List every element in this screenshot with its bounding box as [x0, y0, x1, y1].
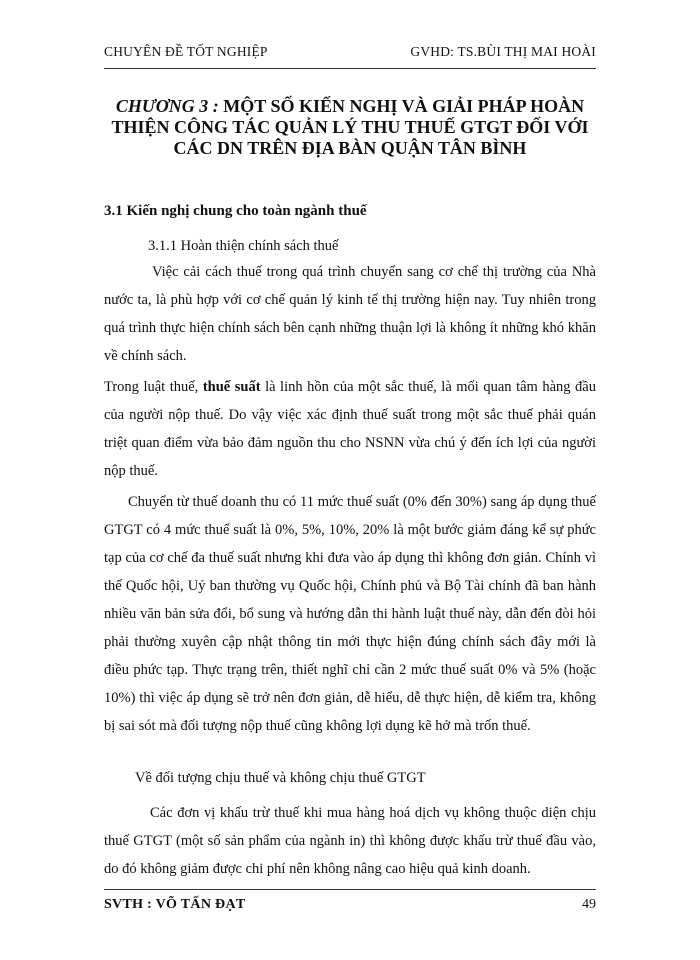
- paragraph-4: Các đơn vị khấu trừ thuế khi mua hàng hoá dịch vụ không thuộc diện chịu thuế GTGT (một số sản phẩm của ngành in) thì không được khấu trừ thuế đầu vào, do đó không giảm được chi phí nên không nâng cao hiệu quả kinh doanh.: [104, 805, 596, 877]
- paragraph-1: Việc cải cách thuế trong quá trình chuyển sang cơ chế thị trường của Nhà nước ta, là phù hợp với cơ chế quản lý kinh tế thị trường hiện nay. Tuy nhiên trong quá trình thực hiện chính sách bên cạnh những thuận lợi là không ít những khó khăn về chính sách.: [104, 264, 596, 364]
- chapter-label: CHƯƠNG 3 :: [115, 96, 219, 116]
- chapter-heading-text: MỘT SỐ KIẾN NGHỊ VÀ GIẢI PHÁP HOÀN THIỆN CÔNG TÁC QUẢN LÝ THU THUẾ GTGT ĐỐI VỚI CÁC DN TRÊN ĐỊA BÀN QUẬN TÂN BÌNH: [111, 96, 589, 158]
- paragraph-2-start: Trong luật thuế,: [104, 379, 203, 395]
- paragraph-3: Chuyển từ thuế doanh thu có 11 mức thuế suất (0% đến 30%) sang áp dụng thuế GTGT có 4 mức thuế suất là 0%, 5%, 10%, 20% là một bước giảm đáng kể sự phức tạp của cơ chế đa thuế suất nhưng khi đưa vào áp dụng thì không đơn giản. Chính vì thế Quốc hội, Uỷ ban thường vụ Quốc hội, Chính phủ và Bộ Tài chính đã ban hành nhiều văn bản sửa đổi, bổ sung và hướng dẫn thi hành luật thuế này, dẫn đến đòi hỏi phải thường xuyên cập nhật thông tin mới thực hiện đúng chính sách đây mới là điều phức tạp. Thực trạng trên, thiết nghĩ chỉ cần 2 mức thuế suất 0% và 5% (hoặc 10%) thì việc áp dụng sẽ trở nên đơn giản, dễ hiểu, dễ thực hiện, dễ kiểm tra, không bị sai sót mà đối tượng nộp thuế cũng không lợi dụng kẽ hở mà trốn thuế.: [104, 494, 596, 734]
- section-heading: 3.1 Kiến nghị chung cho toàn ngành thuế: [104, 203, 367, 219]
- header-divider: [104, 68, 596, 69]
- header-advisor: GVHD: TS.BÙI THỊ MAI HOÀI: [410, 44, 596, 59]
- paragraph-2-bold-term: thuế suất: [202, 379, 261, 395]
- paragraph-2: [104, 373, 596, 485]
- chapter-title: [104, 96, 596, 159]
- paragraph-2-rest: là linh hồn của một sắc thuế, là mối quan tâm hàng đầu của người nộp thuế. Do vậy việc xác định thuế suất trong một sắc thuế phải quán triệt quan điểm vừa bảo đảm nguồn thu cho NSNN vừa chú ý đến ích lợi của người nộp thuế.: [104, 379, 596, 479]
- page-number: 49: [582, 897, 596, 912]
- page-header: [104, 44, 596, 68]
- subsection-heading-2: Về đối tượng chịu thuế và không chịu thuế GTGT: [135, 770, 426, 786]
- page-footer: [104, 897, 596, 921]
- footer-student: SVTH : VÕ TẤN ĐẠT: [104, 897, 246, 912]
- subsection-heading: 3.1.1 Hoàn thiện chính sách thuế: [148, 238, 339, 254]
- header-document-type: CHUYÊN ĐỀ TỐT NGHIỆP: [104, 44, 268, 59]
- footer-divider: [104, 889, 596, 890]
